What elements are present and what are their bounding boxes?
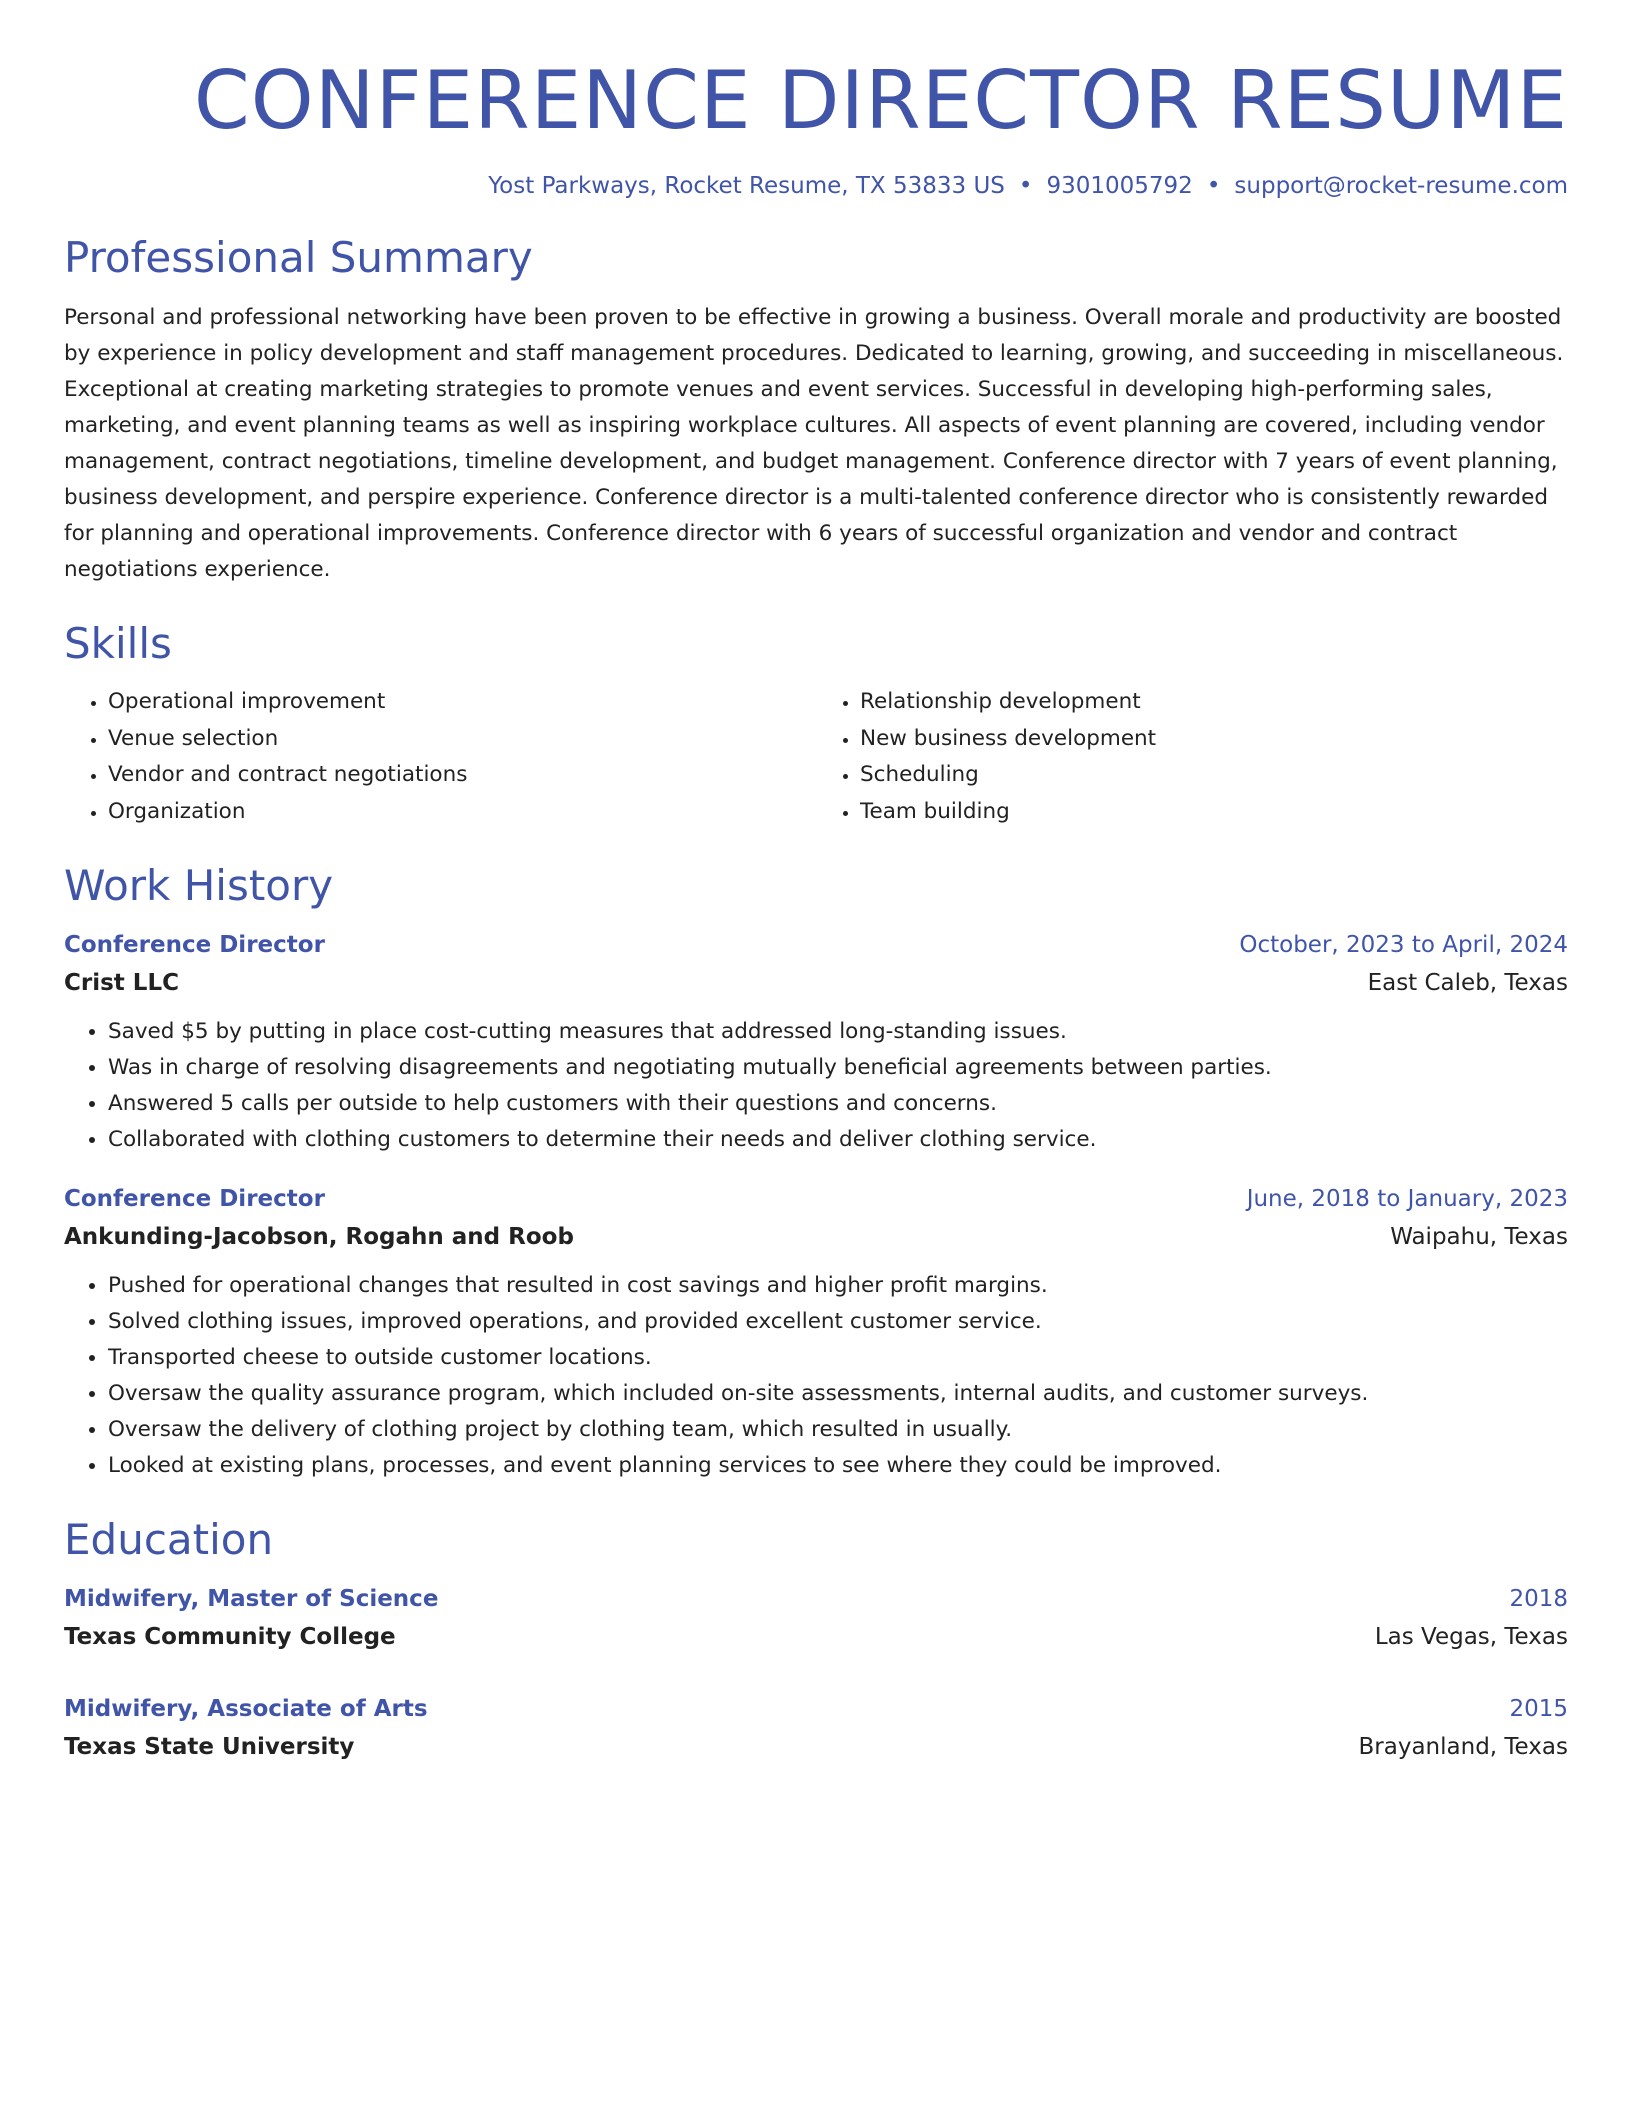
education-school-row <box>64 1728 1568 1766</box>
job-dates: June, 2018 to January, 2023 <box>1246 1186 1568 1212</box>
education-header-row <box>64 1690 1568 1728</box>
job-bullets <box>64 1014 1568 1158</box>
education-year: 2015 <box>1509 1696 1568 1722</box>
skills-heading: Skills <box>64 619 172 668</box>
education-school-row <box>64 1618 1568 1656</box>
job-bullet: • Saved $5 by putting in place cost-cutting measures that addressed long-standing issues. <box>108 1014 1568 1050</box>
resume-page <box>64 52 1568 1766</box>
skill-item: • Vendor and contract negotiations <box>108 757 816 794</box>
contact-phone: 9301005792 <box>1046 173 1193 199</box>
resume-title: CONFERENCE DIRECTOR RESUME <box>193 54 1568 147</box>
job-role: Conference Director <box>64 932 325 958</box>
skill-item: • New business development <box>860 721 1568 758</box>
skill-item: • Venue selection <box>108 721 816 758</box>
education-degree: Midwifery, Master of Science <box>64 1586 439 1612</box>
job-bullet: • Oversaw the quality assurance program, which included on-site assessments, internal audits, and customer surveys. <box>108 1376 1568 1412</box>
job-company: Ankunding-Jacobson, Rogahn and Roob <box>64 1224 574 1250</box>
job-bullet: • Was in charge of resolving disagreements and negotiating mutually beneficial agreements between parties. <box>108 1050 1568 1086</box>
skills-column-left <box>64 684 816 830</box>
skills-column-right <box>816 684 1568 830</box>
contact-separator: • <box>1018 173 1033 199</box>
skill-item: • Organization <box>108 794 816 831</box>
job-bullet: • Solved clothing issues, improved operations, and provided excellent customer service. <box>108 1304 1568 1340</box>
education-location: Las Vegas, Texas <box>1374 1624 1568 1650</box>
job-bullet: • Pushed for operational changes that resulted in cost savings and higher profit margins. <box>108 1268 1568 1304</box>
job-header-row <box>64 926 1568 964</box>
education-school: Texas Community College <box>64 1624 396 1650</box>
education-school: Texas State University <box>64 1734 355 1760</box>
contact-line <box>64 170 1568 202</box>
job-header-row <box>64 1180 1568 1218</box>
job-bullets <box>64 1268 1568 1484</box>
job-bullet: • Looked at existing plans, processes, and event planning services to see where they could be improved. <box>108 1448 1568 1484</box>
job-dates: October, 2023 to April, 2024 <box>1239 932 1568 958</box>
education-entry <box>64 1580 1568 1656</box>
resume-header <box>64 52 1568 202</box>
job-entry <box>64 926 1568 1158</box>
skill-item: • Scheduling <box>860 757 1568 794</box>
job-location: East Caleb, Texas <box>1367 970 1568 996</box>
education-heading: Education <box>64 1515 274 1564</box>
job-company: Crist LLC <box>64 970 179 996</box>
education-entry <box>64 1690 1568 1766</box>
education-header-row <box>64 1580 1568 1618</box>
job-bullet: • Answered 5 calls per outside to help customers with their questions and concerns. <box>108 1086 1568 1122</box>
contact-address: Yost Parkways, Rocket Resume, TX 53833 US <box>488 173 1005 199</box>
skill-item: • Team building <box>860 794 1568 831</box>
contact-email: support@rocket-resume.com <box>1234 173 1568 199</box>
summary-heading: Professional Summary <box>64 233 533 282</box>
work-history-heading: Work History <box>64 861 334 910</box>
job-role: Conference Director <box>64 1186 325 1212</box>
education-year: 2018 <box>1509 1586 1568 1612</box>
skills-list <box>64 684 1568 830</box>
education-location: Brayanland, Texas <box>1358 1734 1568 1760</box>
job-company-row <box>64 1218 1568 1256</box>
job-entry <box>64 1180 1568 1484</box>
contact-separator: • <box>1206 173 1221 199</box>
job-bullet: • Collaborated with clothing customers to determine their needs and deliver clothing service. <box>108 1122 1568 1158</box>
skill-item: • Operational improvement <box>108 684 816 721</box>
job-bullet: • Transported cheese to outside customer locations. <box>108 1340 1568 1376</box>
summary-text: Personal and professional networking have been proven to be effective in growing a business. Overall morale and productivity are boosted by experience in policy development and staff management procedures. Dedicated to learning, growing, and succeeding in miscellaneous. Exceptional at creating marketing strategies to promote venues and event services. Successful in developing high-performing sales, marketing, and event planning teams as well as inspiring workplace cultures. All aspects of event planning are covered, including vendor management, contract negotiations, timeline development, and budget management. Conference director with 7 years of event planning, business development, and perspire experience. Conference director is a multi-talented conference director who is consistently rewarded for planning and operational improvements. Conference director with 6 years of successful organization and vendor and contract negotiations experience. <box>64 305 1564 582</box>
education-degree: Midwifery, Associate of Arts <box>64 1696 428 1722</box>
skill-item: • Relationship development <box>860 684 1568 721</box>
job-bullet: • Oversaw the delivery of clothing project by clothing team, which resulted in usually. <box>108 1412 1568 1448</box>
job-location: Waipahu, Texas <box>1390 1224 1568 1250</box>
job-company-row <box>64 964 1568 1002</box>
